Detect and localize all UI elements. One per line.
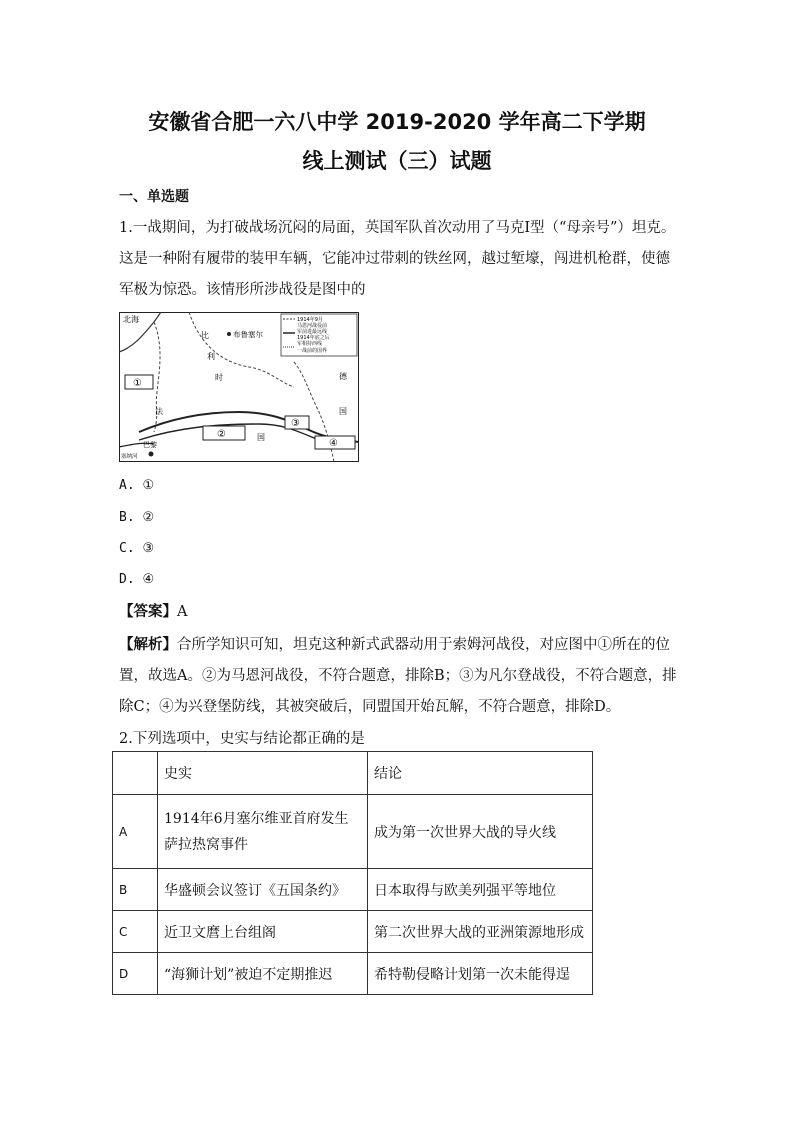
label-france-2: 国 xyxy=(257,433,265,442)
answer-label: 【答案】 xyxy=(119,603,177,620)
row-key: D xyxy=(113,953,158,995)
explanation-text: 合所学知识可知，坦克这种新式武器动用于索姆河战役，对应图中①所在的位置，故选A。②为马恩河战役，不符合题意，排除B；③为凡尔登战役，不符合题意，排除C；④为兴登堡防线，其被突破后，同盟国开始瓦解，不符合题意，排除D。 xyxy=(119,637,677,715)
label-brussels: 布鲁塞尔 xyxy=(233,330,263,339)
row-fact: “海狮计划”被迫不定期推迟 xyxy=(158,953,368,995)
legend-3: 军前进最远线 xyxy=(297,329,328,335)
question-1-text: 1.一战期间，为打破战场沉闷的局面，英国军队首次动用了马克Ⅰ型（“母亲号”）坦克。这是一种附有履带的装甲车辆，它能冲过带刺的铁丝网，越过堑壕，闯进机枪群，使德军极为惊恐。该情形所涉战役是图中的 xyxy=(119,220,676,298)
explanation xyxy=(119,629,681,723)
marker-3: ③ xyxy=(291,418,300,429)
table-header-row xyxy=(113,752,593,795)
page-title: 安徽省合肥一六八中学 2019-2020 学年高二下学期 xyxy=(148,110,646,134)
table-row xyxy=(113,795,593,869)
label-paris: 巴黎 xyxy=(143,441,157,449)
option-a: A. ① xyxy=(119,478,155,493)
marker-2: ② xyxy=(217,429,226,440)
option-d: D. ④ xyxy=(119,572,155,587)
option-b: B. ② xyxy=(119,510,155,525)
label-germany-1: 德 xyxy=(339,372,347,381)
legend-6: 一战前的国界 xyxy=(297,348,328,354)
answer-value: A xyxy=(177,604,188,620)
table-row xyxy=(113,953,593,995)
label-belgium-3: 时 xyxy=(215,373,223,382)
question-2-table xyxy=(112,751,593,995)
option-c: C. ③ xyxy=(119,541,155,556)
table-header-cell: 史实 xyxy=(158,752,368,795)
row-key: B xyxy=(113,869,158,911)
row-key: C xyxy=(113,911,158,953)
legend-1: 1914年9月 xyxy=(297,317,323,323)
legend-5: 军相持西线 xyxy=(297,341,323,347)
row-key: A xyxy=(113,795,158,869)
explanation-label: 【解析】 xyxy=(119,636,177,653)
marker-4: ④ xyxy=(329,438,338,449)
legend-4: 1914年底之后 xyxy=(297,335,330,341)
label-seine: 塞纳河 xyxy=(121,454,138,460)
answer-line xyxy=(119,600,187,621)
label-france-1: 法 xyxy=(155,407,163,416)
label-north-sea: 北海 xyxy=(123,315,139,324)
table-header-cell xyxy=(113,752,158,795)
label-belgium-2: 利 xyxy=(207,352,215,361)
question-2-text: 2.下列选项中，史实与结论都正确的是 xyxy=(119,731,365,747)
table-row xyxy=(113,911,593,953)
legend-2: 马恩河战役前 xyxy=(297,323,328,329)
row-fact: 华盛顿会议签订《五国条约》 xyxy=(158,869,368,911)
marker-1: ① xyxy=(133,378,142,389)
label-germany-2: 国 xyxy=(339,407,347,416)
label-belgium-1: 比 xyxy=(201,331,209,340)
row-fact: 近卫文麿上台组阁 xyxy=(158,911,368,953)
battle-map xyxy=(119,312,359,462)
table-row xyxy=(113,869,593,911)
section-heading: 一、单选题 xyxy=(119,189,189,205)
row-conclusion: 第二次世界大战的亚洲策源地形成 xyxy=(368,911,593,953)
row-conclusion: 日本取得与欧美列强平等地位 xyxy=(368,869,593,911)
row-conclusion: 希特勒侵略计划第一次未能得逞 xyxy=(368,953,593,995)
row-conclusion: 成为第一次世界大战的导火线 xyxy=(368,795,593,869)
row-fact: 1914年6月塞尔维亚首府发生萨拉热窝事件 xyxy=(158,795,368,869)
table-header-cell: 结论 xyxy=(368,752,593,795)
page-subtitle: 线上测试（三）试题 xyxy=(302,149,492,173)
